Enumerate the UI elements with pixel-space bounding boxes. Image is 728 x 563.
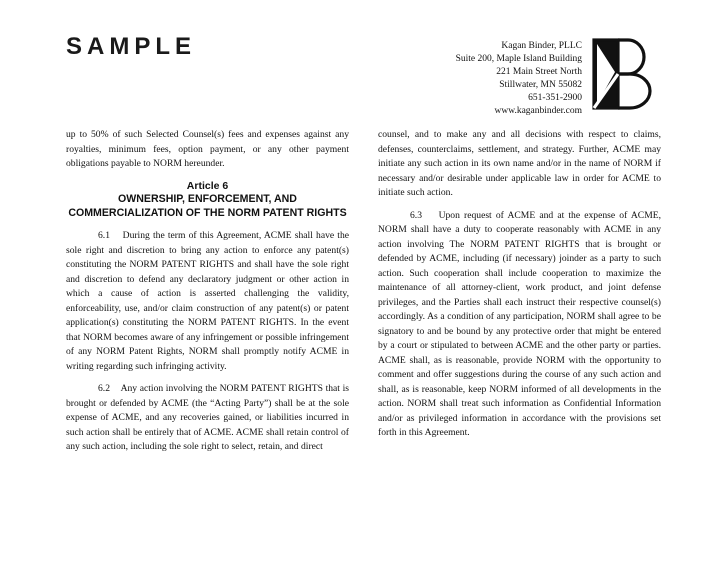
sample-watermark: SAMPLE — [66, 33, 197, 60]
article-title: OWNERSHIP, ENFORCEMENT, AND COMMERCIALIZATION OF THE NORM PATENT RIGHTS — [68, 193, 347, 219]
section-text: During the term of this Agreement, ACME shall have the sole right and discretion to bring any action to enforce any patent(s) constituting the NORM PATENT RIGHTS and shall have the sole right and discretion to defend any declaratory judgment or other action in which a cause of action is asserted challenging the validity, enforceability, use, and/or claim construction of any patent(s) or patent application(s) constituting the NORM PATENT RIGHTS. In the event that NORM becomes aware of any infringement or possible infringement of any NORM Patent Rights, NORM shall promptly notify ACME in writing regarding such infringing activity. — [66, 230, 350, 372]
firm-name: Kagan Binder, PLLC — [501, 41, 582, 51]
intro-paragraph: up to 50% of such Selected Counsel(s) fees and expenses against any royalties, minimum fees, option payment, or any other payment obligations payable to NORM hereunder. — [66, 129, 349, 169]
address-line: Suite 200, Maple Island Building — [455, 54, 582, 64]
section-text: Upon request of ACME and at the expense of ACME, NORM shall have a duty to cooperate reasonably with ACME in any action involving The NORM PATENT RIGHTS that is brought or defended by ACME, including (if necessary) joinder as a party to such action. Such cooperation shall include cooperation to maximize the maintenance of all attorney-client, work product, and joint defense privileges, and the Parties shall each instruct their respective counsel(s) accordingly. As a condition of any participation, NORM shall agree to be signatory to and be bound by any protective order that might be entered by a court or stipulated to between ACME and the other party or parties. ACME shall, as is reasonable, provide NORM with the opportunity to comment and offer suggestions during the course of any such action and shall, as is reasonable, keep NORM informed of all developments in the action. NORM shall treat such information as Confidential Information and/or as privileged information in accordance with the provisions set forth in this Agreement. — [378, 209, 661, 438]
section-text: Any action involving the NORM PATENT RIGHTS that is brought or defended by ACME (the “Acting Party”) shall be at the sole expense of ACME, and any recoveries gained, or liabilities incurred in such action shall be entirely that of ACME. ACME shall retain control of any such action, including the sole right to select, retain, and direct — [66, 383, 349, 452]
continuation-paragraph: counsel, and to make any and all decisions with respect to claims, defenses, counterclaims, settlement, and strategy. Further, ACME may initiate any such action in its own name and/or in the name of NORM if necessary and/or desirable under applicable law in order for ACME to initiate such action. — [378, 129, 661, 198]
right-column — [378, 128, 661, 441]
section-6-3 — [378, 209, 661, 441]
section-6-2 — [66, 382, 349, 455]
firm-address-block — [420, 40, 582, 118]
section-number: 6.1 — [98, 230, 110, 241]
article-heading — [66, 180, 349, 221]
address-line: 221 Main Street North — [496, 67, 582, 77]
section-6-1 — [66, 229, 349, 374]
website: www.kaganbinder.com — [494, 106, 582, 116]
left-column — [66, 128, 349, 455]
phone-number: 651-351-2900 — [528, 93, 582, 103]
address-line: Stillwater, MN 55082 — [499, 80, 582, 90]
article-number: Article 6 — [186, 179, 229, 192]
kb-monogram-logo-icon — [592, 38, 660, 110]
section-number: 6.2 — [98, 383, 110, 394]
section-number: 6.3 — [410, 209, 422, 221]
